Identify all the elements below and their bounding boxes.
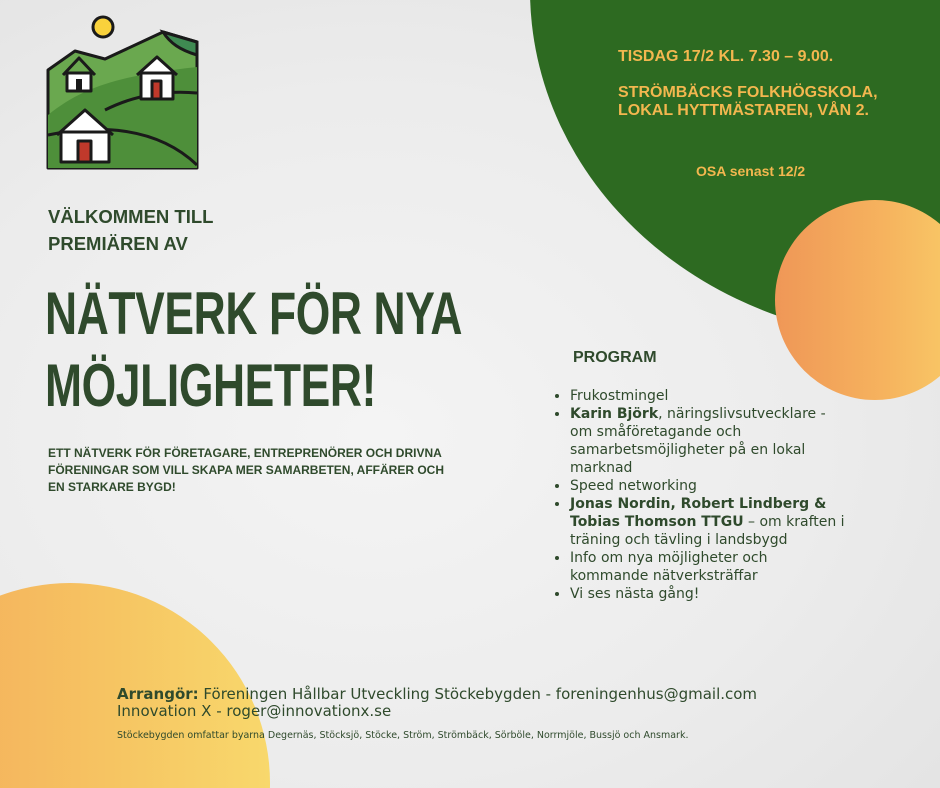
item-bold: Karin Björk	[570, 406, 659, 422]
program-list	[551, 387, 845, 603]
event-location	[618, 84, 928, 120]
organizer-label: Arrangör:	[117, 685, 199, 703]
event-date-time: TISDAG 17/2 KL. 7.30 – 9.00.	[618, 48, 834, 65]
event-info	[618, 48, 928, 120]
list-item	[570, 405, 845, 477]
welcome-text	[48, 203, 213, 257]
item-text: – om kraften i träning och tävling i landsbygd	[570, 514, 845, 548]
footnote: Stöckebygden omfattar byarna Degernäs, Stöcksjö, Stöcke, Ström, Strömbäck, Sörböle, Norrmjöle, Bussjö och Ansmark.	[117, 730, 689, 741]
sun-icon	[93, 17, 113, 37]
item-text: , näringslivsutvecklare - om småföretagande och samarbetsmöjligheter på en lokal marknad	[570, 406, 826, 476]
item-text: Speed networking	[570, 478, 697, 494]
tagline: ETT NÄTVERK FÖR FÖRETAGARE, ENTREPRENÖRER OCH DRIVNA FÖRENINGAR SOM VILL SKAPA MER SAMARBETEN, AFFÄRER OCH EN STARKARE BYGD!	[48, 446, 445, 494]
welcome-line2: PREMIÄREN AV	[48, 233, 188, 254]
list-item	[570, 585, 845, 603]
page-title	[45, 278, 462, 422]
event-location-line2: LOKAL HYTTMÄSTAREN, VÅN 2.	[618, 102, 869, 119]
welcome-line1: VÄLKOMMEN TILL	[48, 206, 214, 227]
organizer-info	[117, 686, 757, 720]
item-text: Vi ses nästa gång!	[570, 586, 700, 602]
list-item	[570, 477, 845, 495]
village-houses-icon	[45, 15, 200, 173]
list-item	[570, 495, 845, 549]
organizer-line2: Innovation X - roger@innovationx.se	[117, 702, 392, 720]
item-text: Info om nya möjligheter och kommande nätverksträffar	[570, 550, 768, 584]
item-bold: Jonas Nordin, Robert Lindberg & Tobias Thomson TTGU	[570, 496, 827, 530]
list-item	[570, 549, 845, 585]
event-location-line1: STRÖMBÄCKS FOLKHÖGSKOLA,	[618, 84, 878, 101]
program-heading: PROGRAM	[573, 349, 657, 366]
organizer-line1: Föreningen Hållbar Utveckling Stöckebygden - foreningenhus@gmail.com	[198, 685, 758, 703]
list-item	[570, 387, 845, 405]
rsvp-deadline: OSA senast 12/2	[696, 163, 806, 179]
item-text: Frukostmingel	[570, 388, 669, 404]
title-line1: NÄTVERK FÖR NYA	[45, 280, 463, 347]
title-line2: MÖJLIGHETER!	[45, 352, 377, 419]
